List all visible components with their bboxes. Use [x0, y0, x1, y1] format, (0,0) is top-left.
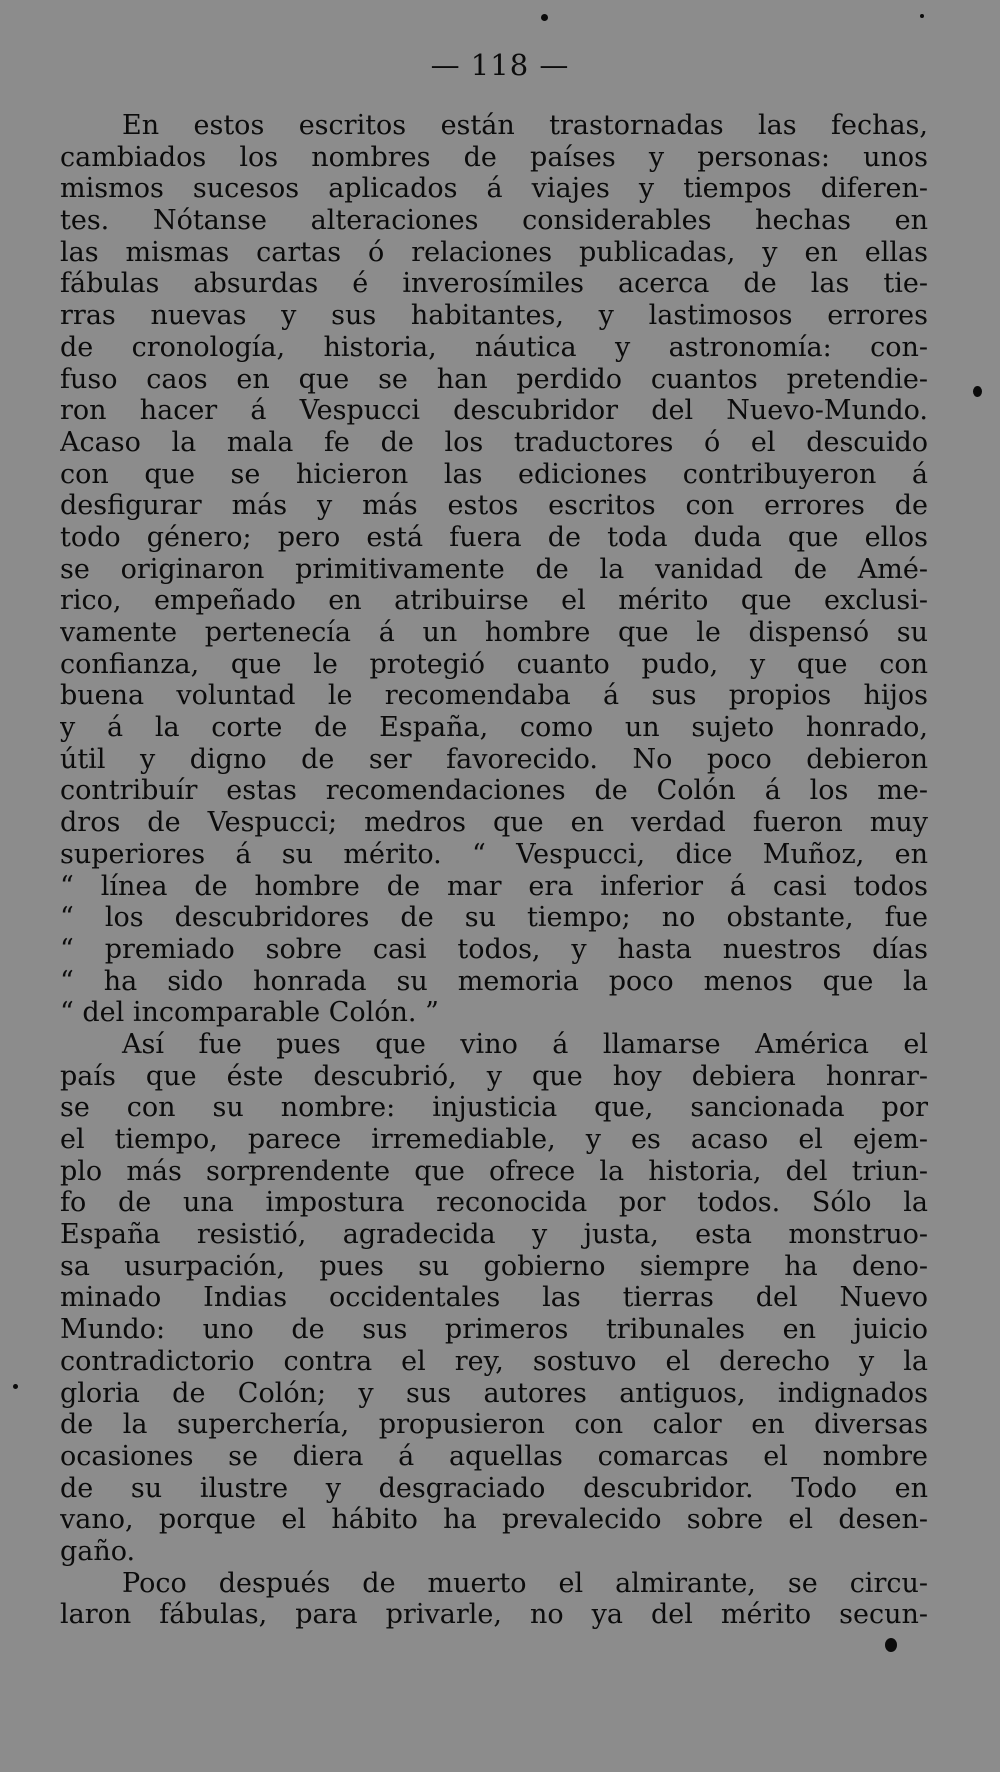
text-line: con que se hicieron las ediciones contribuyeron á — [60, 458, 928, 490]
ink-speck — [13, 1384, 18, 1389]
text-line: sa usurpación, pues su gobierno siempre ha deno- — [60, 1250, 928, 1282]
text-line: Así fue pues que vino á llamarse América el — [122, 1028, 928, 1060]
ink-speck — [920, 14, 924, 18]
text-line: se con su nombre: injusticia que, sancionada por — [60, 1092, 928, 1124]
text-line: tes. Nótanse alteraciones considerables hechas en — [60, 205, 928, 237]
text-line: Poco después de muerto el almirante, se circu- — [122, 1567, 928, 1599]
ink-speck — [885, 1638, 897, 1652]
text-line: contradictorio contra el rey, sostuvo el derecho y la — [60, 1345, 928, 1377]
text-line: En estos escritos están trastornadas las fechas, — [122, 110, 928, 141]
text-line: de su ilustre y desgraciado descubridor. Todo en — [60, 1472, 928, 1504]
text-line: todo género; pero está fuera de toda duda que ellos — [60, 521, 928, 553]
text-line: “ línea de hombre de mar era inferior á casi todos — [60, 870, 928, 902]
text-line: confianza, que le protegió cuanto pudo, y que con — [60, 648, 928, 680]
text-line: ocasiones se diera á aquellas comarcas el nombre — [60, 1440, 928, 1472]
text-line: gaño. — [60, 1535, 136, 1567]
text-line: Mundo: uno de sus primeros tribunales en juicio — [60, 1314, 928, 1346]
text-line: de la superchería, propusieron con calor en diversas — [60, 1409, 928, 1441]
text-line: “ del incomparable Colón. ” — [60, 997, 439, 1029]
page-number: — 118 — — [430, 48, 570, 82]
text-line: rras nuevas y sus habitantes, y lastimosos errores — [60, 300, 928, 332]
text-line: se originaron primitivamente de la vanidad de Amé- — [60, 553, 928, 585]
text-line: mismos sucesos aplicados á viajes y tiempos diferen- — [60, 173, 928, 205]
ink-speck — [541, 14, 548, 21]
text-line: ron hacer á Vespucci descubridor del Nuevo-Mundo. — [60, 395, 928, 427]
text-line: fo de una impostura reconocida por todos. Sólo la — [60, 1187, 928, 1219]
text-line: fábulas absurdas é inverosímiles acerca de las tie- — [60, 268, 928, 300]
text-line: España resistió, agradecida y justa, esta monstruo- — [60, 1219, 928, 1251]
text-line: y á la corte de España, como un sujeto honrado, — [60, 712, 928, 744]
text-line: país que éste descubrió, y que hoy debiera honrar- — [60, 1060, 928, 1092]
text-line: buena voluntad le recomendaba á sus propios hijos — [60, 680, 928, 712]
text-line: fuso caos en que se han perdido cuantos pretendie- — [60, 363, 928, 395]
text-line: “ los descubridores de su tiempo; no obstante, fue — [60, 902, 928, 934]
text-line: plo más sorprendente que ofrece la historia, del triun- — [60, 1155, 928, 1187]
body-text — [60, 110, 928, 1631]
text-line: el tiempo, parece irremediable, y es acaso el ejem- — [60, 1124, 928, 1155]
text-line: dros de Vespucci; medros que en verdad fueron muy — [60, 807, 928, 839]
text-line: desfigurar más y más estos escritos con errores de — [60, 490, 928, 522]
text-line: gloria de Colón; y sus autores antiguos, indignados — [60, 1377, 928, 1409]
text-line: de cronología, historia, náutica y astronomía: con- — [60, 331, 928, 363]
text-line: útil y digno de ser favorecido. No poco debieron — [60, 743, 928, 775]
ink-speck — [973, 386, 982, 397]
text-line: contribuír estas recomendaciones de Colón á los me- — [60, 775, 928, 807]
text-line: “ premiado sobre casi todos, y hasta nuestros días — [60, 933, 928, 965]
text-line: vano, porque el hábito ha prevalecido sobre el desen- — [60, 1504, 928, 1536]
text-line: vamente pertenecía á un hombre que le dispensó su — [60, 617, 928, 648]
text-line: Acaso la mala fe de los traductores ó el descuido — [60, 426, 928, 458]
text-line: cambiados los nombres de países y personas: unos — [60, 141, 928, 173]
text-line: superiores á su mérito. “ Vespucci, dice Muñoz, en — [60, 838, 928, 870]
text-line: rico, empeñado en atribuirse el mérito que exclusi- — [60, 585, 928, 617]
text-line: minado Indias occidentales las tierras del Nuevo — [60, 1282, 928, 1314]
text-line: “ ha sido honrada su memoria poco menos que la — [60, 965, 928, 997]
text-line: las mismas cartas ó relaciones publicadas, y en ellas — [60, 236, 928, 268]
text-line: laron fábulas, para privarle, no ya del mérito secun- — [60, 1599, 928, 1631]
